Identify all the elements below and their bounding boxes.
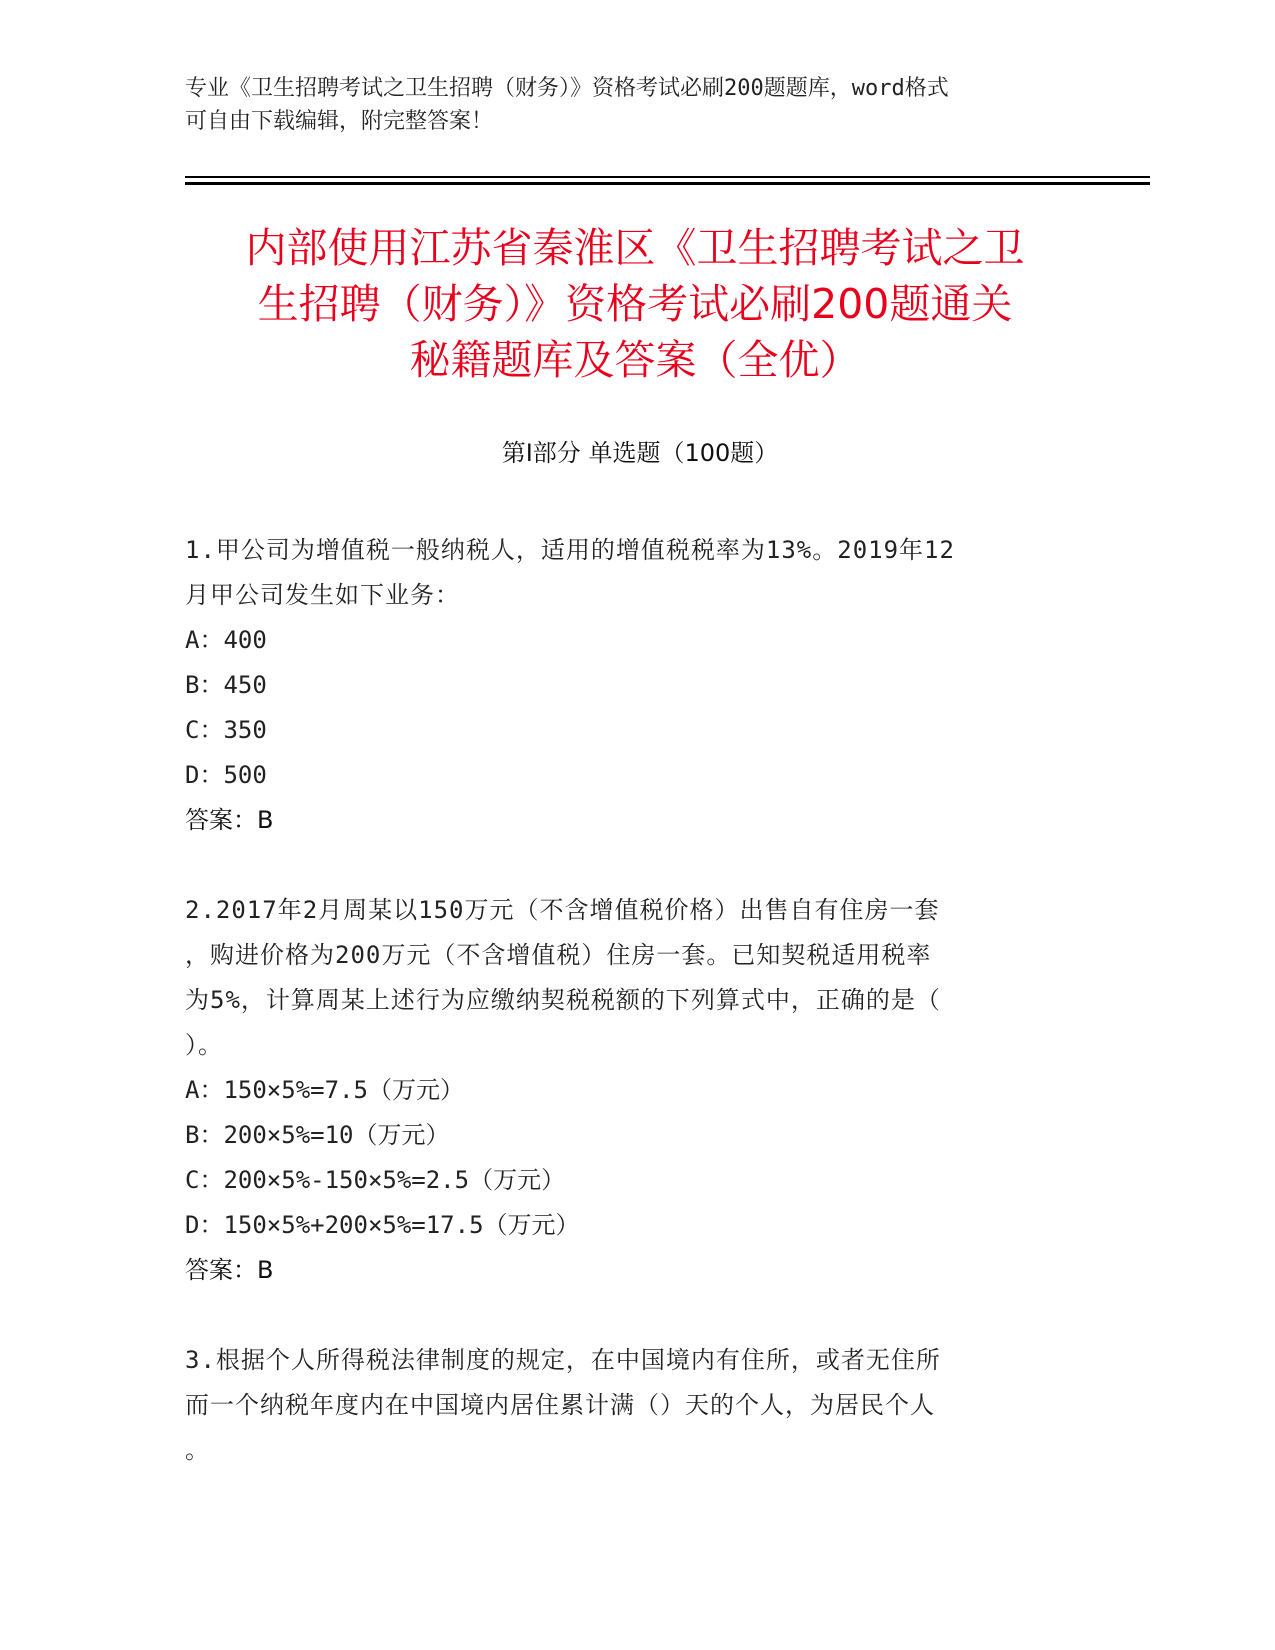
header-divider-thick: [185, 182, 1150, 185]
header-note-line: 专业《卫生招聘考试之卫生招聘（财务）》资格考试必刷200题题库，word格式: [185, 76, 949, 101]
title-line: 生招聘（财务）》资格考试必刷200题通关: [257, 280, 1013, 328]
title-line: 内部使用江苏省秦淮区《卫生招聘考试之卫: [245, 224, 1025, 272]
stem-line: 3.根据个人所得税法律制度的规定，在中国境内有住所，或者无住所: [185, 1346, 941, 1374]
option-b: B：450: [185, 671, 267, 699]
option-c: C：350: [185, 716, 267, 744]
option-b: B：200×5%=10（万元）: [185, 1121, 450, 1149]
option-d: D：150×5%+200×5%=17.5（万元）: [185, 1211, 580, 1239]
stem-line: 而一个纳税年度内在中国境内居住累计满（）天的个人，为居民个人: [185, 1391, 935, 1419]
answer: 答案：B: [185, 806, 274, 834]
question-3: [185, 1338, 1085, 1473]
header-divider-thin: [185, 176, 1150, 178]
stem-line: 2.2017年2月周某以150万元（不含增值税价格）出售自有住房一套: [185, 896, 940, 924]
stem-line: ，购进价格为200万元（不含增值税）住房一套。已知契税适用税率: [185, 941, 932, 969]
section-heading: 第Ⅰ部分 单选题（100题）: [501, 439, 779, 467]
stem-line: 为5%，计算周某上述行为应缴纳契税税额的下列算式中，正确的是（: [185, 986, 941, 1014]
stem-line: 1.甲公司为增值税一般纳税人，适用的增值税税率为13%。2019年12: [185, 536, 955, 564]
question-2: [185, 888, 1085, 1293]
answer: 答案：B: [185, 1256, 274, 1284]
document-title: [175, 220, 1095, 388]
option-c: C：200×5%-150×5%=2.5（万元）: [185, 1166, 566, 1194]
stem-line: ）。: [185, 1031, 223, 1059]
stem-line: 。: [185, 1436, 210, 1464]
question-stem: [185, 888, 1085, 1068]
option-a: A：400: [185, 626, 267, 654]
header-note: [185, 72, 1075, 138]
option-d: D：500: [185, 761, 267, 789]
header-note-line: 可自由下载编辑，附完整答案！: [185, 109, 494, 134]
question-1: [185, 528, 1085, 843]
question-stem: [185, 1338, 1085, 1473]
option-a: A：150×5%=7.5（万元）: [185, 1076, 464, 1104]
question-stem: [185, 528, 1085, 618]
stem-line: 月甲公司发生如下业务：: [185, 581, 460, 609]
title-line: 秘籍题库及答案（全优）: [409, 336, 861, 384]
